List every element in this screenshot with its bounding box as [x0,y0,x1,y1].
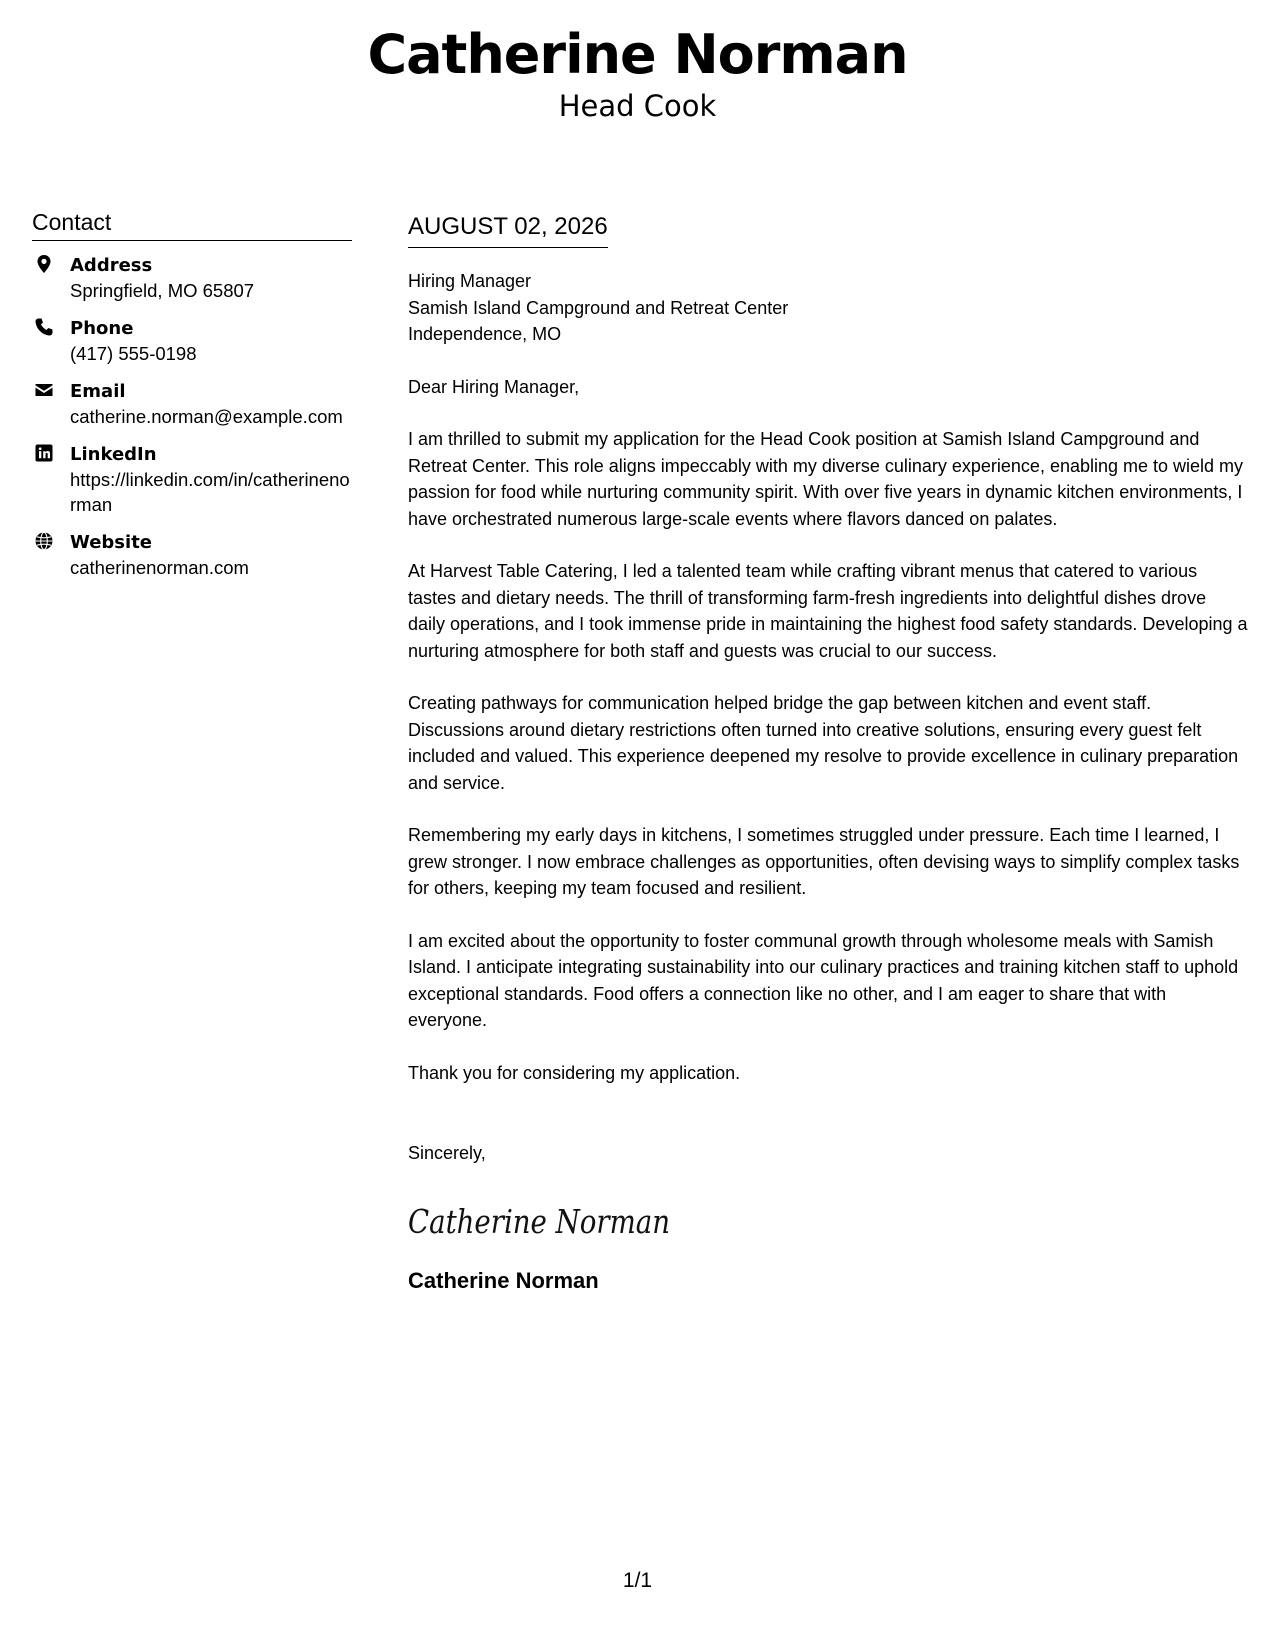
paragraph-1: I am thrilled to submit my application for the Head Cook position at Samish Island Campground and Retreat Center. This role aligns impeccably with my diverse culinary experience, enabling me to wield my passion for food while nurturing community spirit. With over five years in dynamic kitchen environments, I have orchestrated numerous large-scale events where flavors danced on palates. [408,429,1244,529]
email-value: catherine.norman@example.com [70,406,343,427]
closing: Sincerely, [408,1143,486,1163]
linkedin-label: LinkedIn [70,444,157,465]
job-title: Head Cook [558,89,717,123]
signature-image [408,1197,678,1245]
paragraph-5: I am excited about the opportunity to foster communal growth through wholesome meals with Samish Island. I anticipate integrating sustainability into our culinary practices and training kitchen staff to uphold exceptional standards. Food offers a connection like no other, and I am eager to share that with everyone. [408,930,1239,1030]
page-number: 1/1 [622,1569,653,1592]
letter-body [408,212,1248,1295]
paragraph-6: Thank you for considering my application. [408,1062,741,1083]
signer-name: Catherine Norman [408,1267,599,1293]
contact-heading: Contact [32,208,352,241]
globe-icon [34,531,54,551]
phone-value: (417) 555-0198 [70,343,197,364]
contact-item-linkedin [32,442,352,517]
header [0,22,1275,124]
letter-date: AUGUST 02, 2026 [408,212,608,248]
address-value: Springfield, MO 65807 [70,280,255,301]
applicant-name: Catherine Norman [367,23,908,86]
contact-sidebar [32,208,352,593]
recipient-location: Independence, MO [408,324,562,344]
recipient-name: Hiring Manager [408,271,532,291]
contact-item-email [32,379,352,429]
contact-item-address [32,253,352,303]
paragraph-3: Creating pathways for communication helped bridge the gap between kitchen and event staff. Discussions around dietary restrictions often turned into creative solutions, ensuring every guest felt included and valued. This experience deepened my resolve to provide excellence in culinary preparation and service. [408,693,1239,793]
email-label: Email [70,381,126,402]
address-label: Address [70,255,153,276]
signature-text: Catherine Norman [408,1201,670,1241]
linkedin-icon [34,443,54,463]
phone-label: Phone [70,318,134,339]
phone-icon [34,317,54,337]
contact-item-phone [32,316,352,366]
contact-item-website [32,530,352,580]
paragraph-2: At Harvest Table Catering, I led a talented team while crafting vibrant menus that catered to various tastes and dietary needs. The thrill of transforming farm-fresh ingredients into delightful dishes drove daily operations, and I took immense pride in maintaining the highest food safety standards. Developing a nurturing atmosphere for both staff and guests was crucial to our success. [408,561,1248,661]
recipient-block [408,268,1248,348]
recipient-company: Samish Island Campground and Retreat Center [408,297,789,318]
linkedin-value[interactable]: https://linkedin.com/in/catherinenorman [70,469,350,515]
website-value[interactable]: catherinenorman.com [70,557,249,578]
salutation: Dear Hiring Manager, [408,376,580,397]
website-label: Website [70,532,153,553]
envelope-icon [34,380,54,400]
map-pin-icon [34,254,54,274]
paragraph-4: Remembering my early days in kitchens, I sometimes struggled under pressure. Each time I learned, I grew stronger. I now embrace challenges as opportunities, often devising ways to simplify complex tasks for others, keeping my team focused and resilient. [408,825,1240,898]
